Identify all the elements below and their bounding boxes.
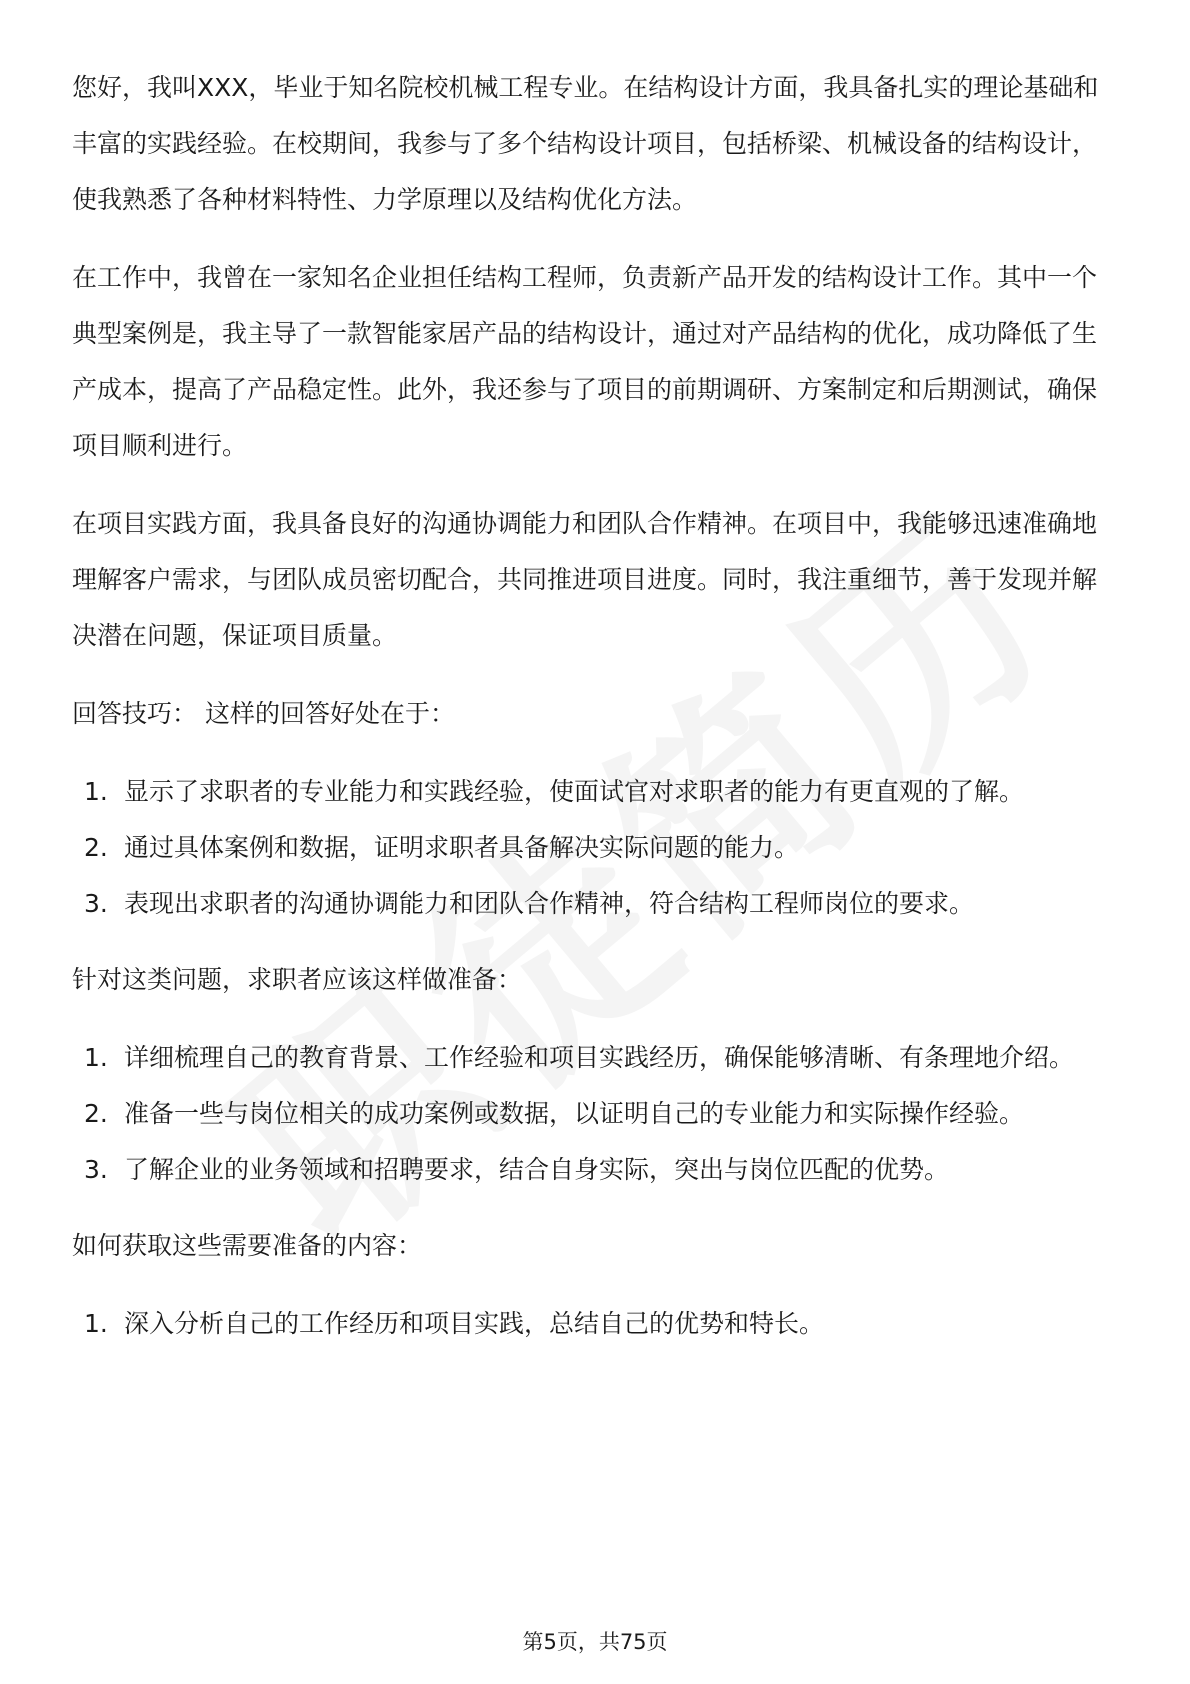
- list-text: 详细梳理自己的教育背景、工作经验和项目实践经历，确保能够清晰、有条理地介绍。: [124, 1043, 1075, 1072]
- how-list: [72, 1296, 1120, 1352]
- list-item: [72, 820, 1120, 876]
- list-item: [72, 1296, 1120, 1352]
- list-number: 1.: [84, 1309, 108, 1338]
- prep-heading: 针对这类问题，求职者应该这样做准备：: [72, 965, 523, 994]
- list-number: 2.: [84, 1099, 108, 1128]
- list-text: 显示了求职者的专业能力和实践经验，使面试官对求职者的能力有更直观的了解。: [124, 777, 1025, 806]
- list-number: 3.: [84, 1155, 108, 1184]
- list-number: 1.: [84, 777, 108, 806]
- document-body: [72, 60, 1120, 1372]
- prep-list: [72, 1030, 1120, 1198]
- list-text: 通过具体案例和数据，证明求职者具备解决实际问题的能力。: [124, 833, 800, 862]
- list-number: 3.: [84, 889, 108, 918]
- tips-list: [72, 764, 1120, 932]
- list-item: [72, 1142, 1120, 1198]
- list-item: [72, 876, 1120, 932]
- list-text: 表现出求职者的沟通协调能力和团队合作精神，符合结构工程师岗位的要求。: [124, 889, 975, 918]
- list-text: 深入分析自己的工作经历和项目实践，总结自己的优势和特长。: [124, 1309, 825, 1338]
- list-item: [72, 1030, 1120, 1086]
- paragraph-intro: 您好，我叫XXX，毕业于知名院校机械工程专业。在结构设计方面，我具备扎实的理论基础和丰富的实践经验。在校期间，我参与了多个结构设计项目，包括桥梁、机械设备的结构设计，使我熟悉了各种材料特性、力学原理以及结构优化方法。: [72, 73, 1099, 214]
- paragraph-work: 在工作中，我曾在一家知名企业担任结构工程师，负责新产品开发的结构设计工作。其中一个典型案例是，我主导了一款智能家居产品的结构设计，通过对产品结构的优化，成功降低了生产成本，提高了产品稳定性。此外，我还参与了项目的前期调研、方案制定和后期测试，确保项目顺利进行。: [72, 263, 1098, 460]
- how-heading: 如何获取这些需要准备的内容：: [72, 1231, 423, 1260]
- list-text: 准备一些与岗位相关的成功案例或数据，以证明自己的专业能力和实际操作经验。: [124, 1099, 1025, 1128]
- page-number: 第5页，共75页: [522, 1630, 668, 1654]
- list-number: 2.: [84, 833, 108, 862]
- list-item: [72, 764, 1120, 820]
- paragraph-project: 在项目实践方面，我具备良好的沟通协调能力和团队合作精神。在项目中，我能够迅速准确地理解客户需求，与团队成员密切配合，共同推进项目进度。同时，我注重细节，善于发现并解决潜在问题，保证项目质量。: [72, 509, 1098, 650]
- list-item: [72, 1086, 1120, 1142]
- tips-heading: 回答技巧： 这样的回答好处在于：: [72, 699, 455, 728]
- list-text: 了解企业的业务领域和招聘要求，结合自身实际，突出与岗位匹配的优势。: [124, 1155, 950, 1184]
- list-number: 1.: [84, 1043, 108, 1072]
